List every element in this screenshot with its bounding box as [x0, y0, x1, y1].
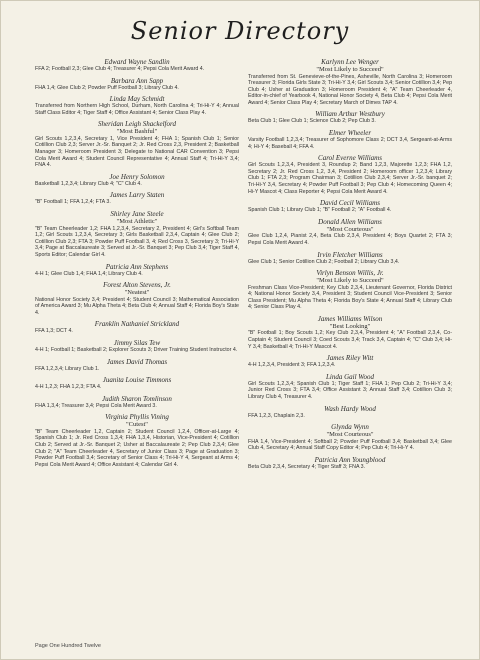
- senior-name: Forest Alton Stevens, Jr.: [103, 281, 171, 290]
- senior-activities: "B" Team Cheerleader 1,2, Captain 2; Student Council 1,2,4, Officer-at-Large 4; Spanish Club 1; Jr. Red Cross 1,3,4; FHA 1,3,4, Historian, Vice-President 4; Cotillion Club 2; Served at Jr.-Sr. Banquet 2; Usher at Baccalaureate 2; Pep Club 2,3,4; Glee Club 2; "A" Team Cheerleader 4, Secretary of Junior Class 3; Page at Graduation 3; Powder Puff Football 3,4; Secretary of Senior Class 4; Tri-Hi-Y 4, Sergeant at Arms 4; Pepsi Cola Merit Award 4; Office Assistant 4; Calendar Girl 4.: [35, 428, 239, 468]
- senior-entry: [248, 269, 452, 311]
- senior-name: Sheridan Leigh Shackelford: [98, 120, 176, 129]
- senior-entry: [35, 58, 239, 73]
- senior-name: Edward Wayne Sandlin: [104, 58, 170, 66]
- senior-activities: Basketball 1,2,3,4; Library Club 4; "C" Club 4.: [35, 180, 142, 187]
- senior-superlative: "Most Courteous": [326, 225, 374, 233]
- senior-name: James Riley Witt: [326, 354, 374, 363]
- senior-entry: [35, 339, 239, 354]
- senior-activities: FHA 1,4; Glee Club 2; Powder Puff Football 3; Library Club 4.: [35, 84, 179, 91]
- senior-entry: [248, 423, 452, 452]
- senior-activities: Beta Club 1; Glee Club 1; Science Club 2; Pep Club 3.: [248, 118, 376, 125]
- senior-name: Judith Sharon Tomlinson: [102, 394, 172, 403]
- page-title: Senior Directory: [130, 17, 350, 45]
- senior-superlative: "Best Looking": [329, 322, 371, 330]
- senior-name: Donald Allen Williams: [318, 217, 382, 226]
- senior-activities: Glee Club 1,2,4, Pianist 2,4, Beta Club 2,3,4, President 4; Boys Quartet 2; FTA 3; Pepsi Cola Merit Award 4.: [248, 233, 452, 246]
- senior-activities: Spanish Club 1; Library Club 1; "B" Football 2; "A" Football 4.: [248, 207, 392, 214]
- right-column: [248, 58, 452, 475]
- senior-activities: "B" Team Cheerleader 1,2; FHA 1,2,3,4, Secretary 2, President 4; Girl's Softball Team 1,2; Girl Scouts 1,2,3,4, Secretary 3; Girls Basketball 2,3,4, Captain 4; Glee Club 2; Cotillion Club 2,3; FTA 3; Powder Puff Football 3, 4; Red Cross 3, Secretary 3; Tri-Hi-Y 3,4; Page at Baccalaureate 3; Served at Jr.-Sr. Banquet 3; Pep Club 3,4; Tiger Staff 4, Sports Editor; Calendar Girl 4.: [35, 225, 239, 258]
- senior-entry: [248, 354, 452, 369]
- senior-name: Wash Hardy Wood: [324, 404, 376, 413]
- senior-name: Franklin Nathaniel Strickland: [94, 320, 180, 329]
- senior-name: Linda Gail Wood: [326, 372, 374, 381]
- senior-activities: Girl Scouts 1,2,3,4, Secretary 1, Vice President 4; FHA 1; Spanish Club 1; Senior Cotillion Club 2,3; Server Jr.-Sr. Banquet 2; Jr. Red Cross 2,3, President 2; Basketball Manager 3; Homeroom President 3; Delegate to National CAR Convention 3; Pepsi Cola Merit Award 4; Student Council Representative 4; Annual Staff 4; Tri-Hi-Y 3,4; FNA 4.: [35, 135, 239, 169]
- senior-superlative: "Neatest": [124, 289, 150, 297]
- senior-activities: 4-H 1,2,3; FHA 1,2,3; FTA 4.: [35, 384, 102, 391]
- senior-name: Virlyn Benson Willis, Jr.: [316, 269, 384, 278]
- senior-activities: 4-H 1; Glee Club 1,4; FHA 1,4; Library Club 4.: [35, 270, 143, 277]
- senior-entry: [35, 191, 239, 206]
- senior-name: Barbara Ann Sapp: [110, 76, 164, 85]
- senior-name: Patricia Ann Youngblood: [314, 455, 386, 464]
- senior-superlative: "Most Likely to Succeed": [316, 66, 384, 73]
- senior-activities: FHA 1,3,4; Treasurer 3,4; Pepsi Cola Merit Award 3.: [35, 402, 157, 409]
- senior-activities: FFA 1,2,3,4; Library Club 1.: [35, 365, 100, 372]
- senior-name: Virginia Phyllis Vining: [105, 413, 169, 422]
- senior-entry: [248, 373, 452, 401]
- senior-activities: 4-H 1,2,3,4, President 3; FFA 1,2,3,4.: [248, 362, 336, 369]
- senior-entry: [248, 129, 452, 150]
- senior-entry: [35, 358, 239, 373]
- senior-name: Irvin Fletcher Williams: [317, 250, 383, 259]
- senior-entry: [35, 120, 239, 168]
- senior-entry: [35, 77, 239, 92]
- senior-name: Shirley Jane Steele: [110, 210, 164, 219]
- senior-entry: [35, 173, 239, 188]
- senior-entry: [248, 405, 452, 420]
- senior-entry: [248, 456, 452, 471]
- senior-name: David Cecil Williams: [320, 199, 380, 208]
- senior-name: Patricia Ann Stephens: [105, 262, 169, 271]
- senior-entry: [248, 154, 452, 195]
- senior-name: Jimmy Silas Tew: [113, 338, 161, 347]
- senior-entry: [248, 218, 452, 247]
- senior-superlative: "Most Courteous": [326, 431, 374, 439]
- senior-activities: "B" Football 1; Boy Scouts 1,2; Key Club 2,3,4, President 4; "A" Football 2,3,4, Co-Captain 4; Student Council 3; Coed Scouts 3,4; Track 3,4, Captain 4; "C" Club 3,4; Hi-Y 3,4; Basketball 4; Tri-Hi-Y Mascot 4.: [248, 330, 452, 350]
- senior-name: James Williams Wilson: [317, 314, 383, 323]
- senior-entry: [35, 210, 239, 258]
- senior-superlative: "Most Likely to Succeed": [316, 277, 384, 285]
- senior-name: William Arthur Westbury: [315, 110, 385, 119]
- senior-entry: [35, 320, 239, 335]
- senior-name: Joe Henry Solomon: [109, 172, 165, 181]
- senior-name: James Larry Staten: [109, 191, 165, 200]
- senior-entry: [35, 376, 239, 391]
- page-footer: Page One Hundred Twelve: [35, 643, 101, 649]
- senior-activities: 4-H 1; Football 1; Basketball 2; Explorer Scouts 3; Driver Training Student Instructor 4.: [35, 346, 238, 353]
- senior-entry: [248, 110, 452, 125]
- senior-activities: Beta Club 2,3,4, Secretary 4; Tiger Staff 3; FNA 3.: [248, 463, 366, 470]
- senior-name: Elmer Wheeler: [328, 129, 372, 138]
- senior-name: James David Thomas: [106, 357, 168, 366]
- senior-activities: Transferred from Northern High School, Durham, North Carolina 4; Tri-Hi-Y 4; Annual Staff Class Editor 4; Tiger Staff 4; Office Assistant 4; Senior Class Play 4.: [35, 103, 239, 116]
- senior-entry: [248, 58, 452, 106]
- left-column: [35, 58, 239, 472]
- senior-entry: [35, 395, 239, 410]
- senior-activities: National Honor Society 3,4; President 4; Student Council 3; Mathematical Association of America Award 3; Mu Alpha Theta 4; Beta Club 4; Annual Staff 4; Florida Boy's State 4.: [35, 296, 239, 316]
- senior-name: Carol Everne Williams: [318, 154, 382, 163]
- senior-name: Linda May Schmidt: [109, 95, 165, 104]
- senior-activities: "B" Football 1; FFA 1,2,4; FTA 3.: [35, 199, 111, 206]
- senior-activities: Varsity Football 1,2,3,4; Treasurer of Sophomore Class 2; DCT 3,4, Sergeant-at-Arms 4; Hi-Y 4; Baseball 4; FFA 4.: [248, 137, 452, 150]
- senior-activities: FHA 1,4, Vice-President 4; Softball 2; Powder Puff Football 3,4; Basketball 3,4; Glee Club 4, Secretary 4; Annual Staff Copy Editor 4; Pep Club 4; Tri-Hi-Y 4.: [248, 438, 452, 452]
- senior-name: Juanita Louise Timmons: [102, 376, 172, 385]
- senior-superlative: "Most Athletic": [116, 218, 158, 226]
- senior-activities: Transferred from St. Genevieve-of-the-Pines, Asheville, North Carolina 3; Homeroom Treasurer 3; Florida Girls State 3; Tri-Hi-Y 3,4; Girl Scouts 3,4; Senior Cotillion 3,4; Pep Club 4; Usher at Graduation 3; Homeroom President 4; "A" Team Cheerleader 4, Editor-in-chief of Yearbook 4, National Honor Society 4, Beta Club 4; Pepsi Cola Merit Award 4; Senior Class Play 4; Secretary March of Dimes TAP 4.: [248, 73, 453, 106]
- senior-entry: [35, 413, 239, 468]
- senior-superlative: "Most Bashful": [116, 128, 158, 136]
- senior-activities: Girl Scouts 1,2,3,4; Spanish Club 1; Tiger Staff 1; FHA 1; Pep Club 2; Tri-Hi-Y 3,4; Junior Red Cross 3; FTA 3,4; Office Assistant 3; Annual Staff 3,4; Cotillion Club 3; Library Club 4, Treasurer 4.: [248, 380, 452, 401]
- senior-entry: [35, 263, 239, 278]
- senior-activities: Glee Club 1; Senior Cotillion Club 2; Football 2; Library Club 3,4.: [248, 258, 400, 265]
- senior-activities: Freshman Class Vice-President; Key Club 2,3,4, Lieutenant Governor, Florida District 4; National Honor Society 3,4, President 3; Student Council Vice-President 3; Senior Class President; Mu Alpha Theta 4; Florida Boy's State 4; Annual Staff 4; Library Club 4; Senior Class Play 4.: [248, 284, 452, 311]
- senior-superlative: "Cutest": [126, 421, 148, 429]
- senior-activities: FFA 2; Football 2,3; Glee Club 4; Treasurer 4; Pepsi Cola Merit Award 4.: [35, 66, 205, 72]
- senior-activities: Girl Scouts 1,2,3,4, President 3, Roundup 2; Band 1,2,3, Majorette 1,2,3; FHA 1,2, Secretary 2; Jr. Red Cross 1,2, 3,4, President 2; Homeroom officer 1,2,3,4; Library Club 1; FTA 2,3; Program Chairman 3; Cotillion Club 2,3,4; Server Jr.-Sr. banquet 2; Tri-Hi-Y 3,4, Secretary 4; Powder Puff Football 3; Pep Club 4; Homecoming Queen 4; Hi-Y Mascot 4; Class Reporter 4; Pepsi Cola Merit Award 4.: [248, 162, 452, 195]
- senior-entry: [248, 251, 452, 266]
- senior-entry: [35, 95, 239, 116]
- senior-name: Karlynn Lee Wenger: [321, 58, 379, 66]
- senior-activities: FFA 1,2,3, Chaplain 2,3.: [248, 412, 305, 419]
- senior-name: Glynda Wynn: [331, 423, 369, 432]
- senior-entry: [35, 281, 239, 316]
- senior-activities: FFA 1,3; DCT 4.: [35, 328, 73, 335]
- senior-entry: [248, 315, 452, 350]
- senior-entry: [248, 199, 452, 214]
